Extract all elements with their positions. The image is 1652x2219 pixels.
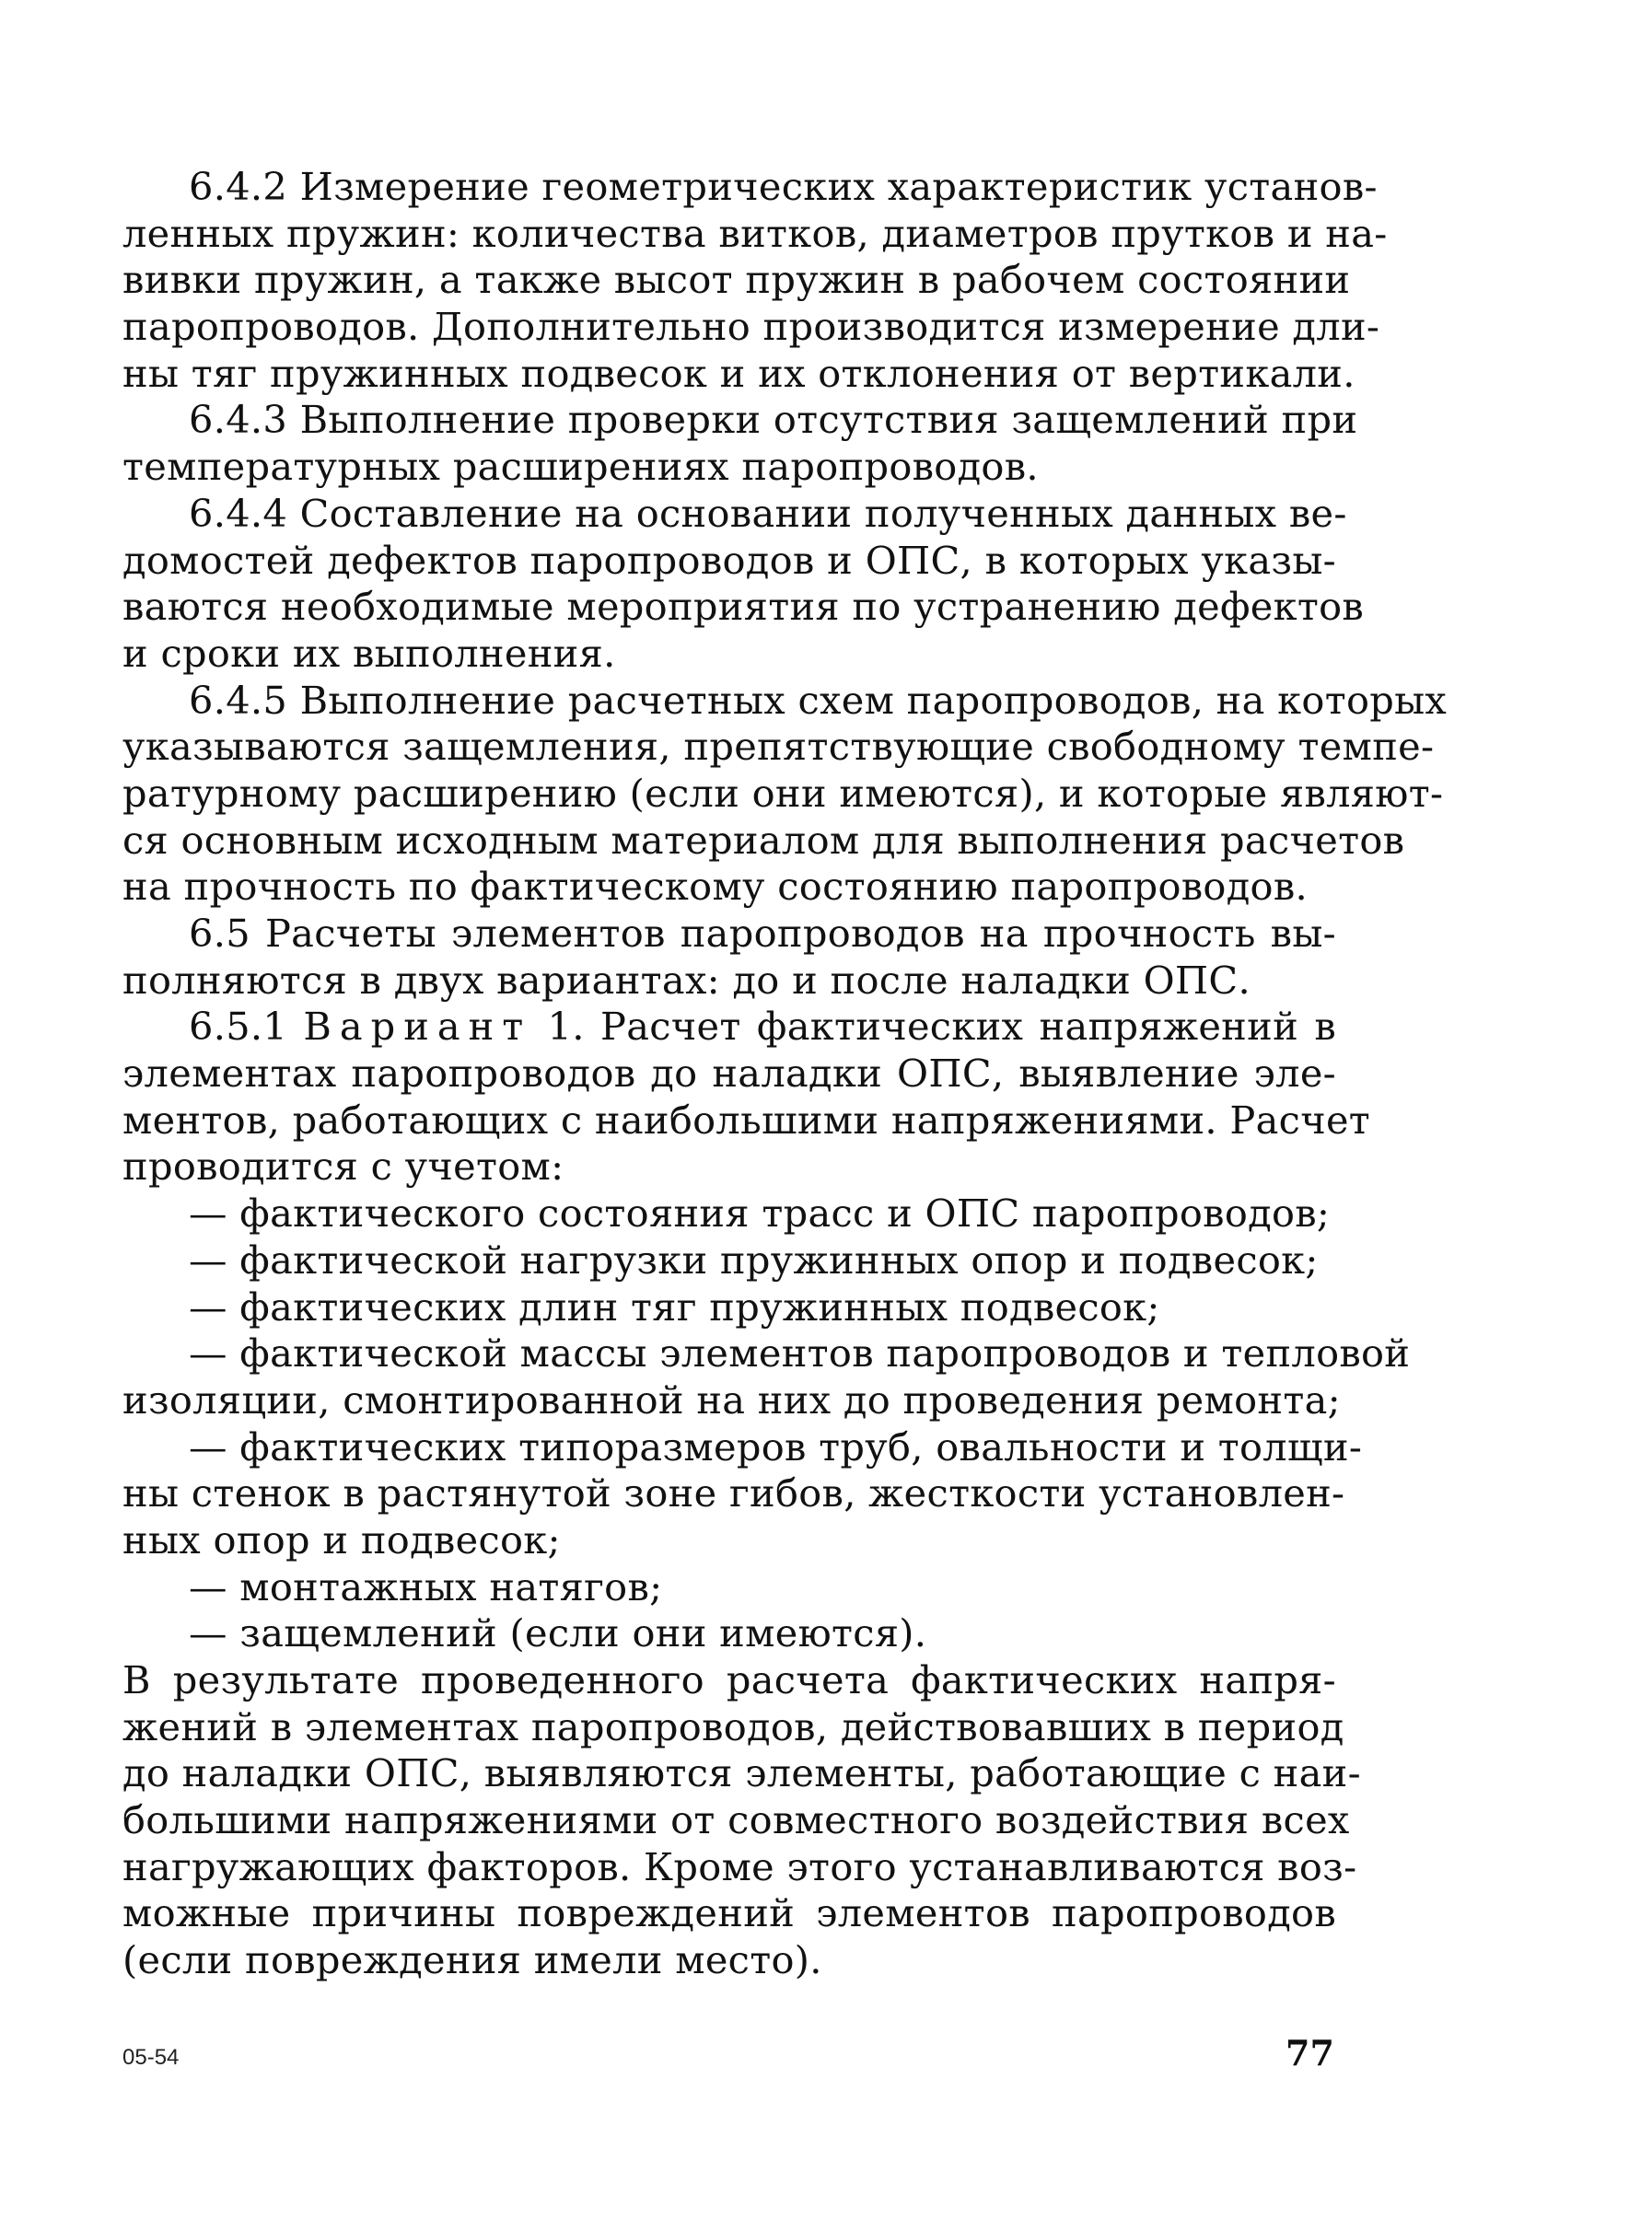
list-item: — фактической массы элементов паропроводов и тепловой xyxy=(189,1330,1411,1377)
list-item: — фактического состояния трасс и ОПС паропроводов; xyxy=(189,1191,1331,1237)
text-line: (если повреждения имели место). xyxy=(122,1937,822,1983)
list-item-continuation: ны стенок в растянутой зоне гибов, жесткости установлен- xyxy=(122,1470,1345,1516)
list-item: — фактических типоразмеров труб, овальности и толщи- xyxy=(189,1423,1363,1470)
factor-list xyxy=(122,1191,1411,1657)
text-line: В результате проведенного расчета фактических напря- xyxy=(122,1657,1336,1702)
text-line: 6.4.2 Измерение геометрических характеристик установ- xyxy=(189,164,1378,209)
paragraph-6-5-1 xyxy=(122,1004,1371,1191)
paragraph-6-4-5 xyxy=(122,677,1448,911)
text-line: элементах паропроводов до наладки ОПС, выявление эле- xyxy=(122,1051,1336,1097)
text-line: указываются защемления, препятствующие свободному темпе- xyxy=(122,724,1435,770)
paragraph-6-4-3 xyxy=(122,397,1358,490)
paragraph-6-4-2 xyxy=(122,164,1388,397)
text-line: ментов, работающих с наибольшими напряжениями. Расчет xyxy=(122,1097,1371,1143)
text-line: полняются в двух вариантах: до и после наладки ОПС. xyxy=(122,957,1251,1003)
body-text xyxy=(122,164,1448,1984)
text-line: паропроводов. Дополнительно производится измерение дли- xyxy=(122,304,1380,350)
text-line: ленных пружин: количества витков, диаметров прутков и на- xyxy=(122,210,1388,256)
paragraph-6-5 xyxy=(122,911,1336,1004)
text-line: можные причины повреждений элементов паропроводов xyxy=(122,1890,1336,1936)
list-item-continuation: ных опор и подвесок; xyxy=(122,1516,561,1563)
text-line: ся основным исходным материалом для выполнения расчетов xyxy=(122,817,1405,863)
list-item-continuation: изоляции, смонтированной на них до проведения ремонта; xyxy=(122,1377,1341,1423)
text-line: 6.4.5 Выполнение расчетных схем паропроводов, на которых xyxy=(189,677,1448,723)
text-line: жений в элементах паропроводов, действовавших в период xyxy=(122,1703,1344,1749)
text-line-variant xyxy=(122,1004,1336,1051)
text-line: ны тяг пружинных подвесок и их отклонения от вертикали. xyxy=(122,350,1355,396)
text-line: и сроки их выполнения. xyxy=(122,630,616,676)
text-line: ратурному расширению (если они имеются), и которые являют- xyxy=(122,770,1444,816)
text-line: домостей дефектов паропроводов и ОПС, в которых указы- xyxy=(122,537,1336,583)
footer-code: 05-54 xyxy=(122,2045,180,2070)
list-item: — защемлений (если они имеются). xyxy=(189,1610,927,1656)
text-line: 6.4.3 Выполнение проверки отсутствия защемлений при xyxy=(189,397,1358,443)
text-line: нагружающих факторов. Кроме этого устанавливаются воз- xyxy=(122,1843,1357,1889)
text-line: ваются необходимые мероприятия по устранению дефектов xyxy=(122,584,1365,630)
text-line: 6.4.4 Составление на основании полученных данных ве- xyxy=(189,490,1347,536)
page-number: 77 xyxy=(1286,2032,1334,2074)
section-number: 6.5.1 xyxy=(189,1004,304,1050)
text-line: вивки пружин, а также высот пружин в рабочем состоянии xyxy=(122,257,1351,303)
list-item: — монтажных натягов; xyxy=(189,1563,663,1609)
text-line: 6.5 Расчеты элементов паропроводов на прочность вы- xyxy=(189,911,1336,956)
text-fragment: 1. Расчет фактических напряжений в xyxy=(531,1004,1337,1050)
paragraph-6-4-4 xyxy=(122,490,1365,678)
text-line: до наладки ОПС, выявляются элементы, работающие с наи- xyxy=(122,1750,1361,1796)
text-line: на прочность по фактическому состоянию паропроводов. xyxy=(122,864,1308,910)
spaced-word: Вариант xyxy=(303,1004,532,1050)
text-line: проводится с учетом: xyxy=(122,1144,564,1190)
text-line: температурных расширениях паропроводов. xyxy=(122,444,1039,490)
list-item: — фактических длин тяг пружинных подвесок; xyxy=(189,1284,1160,1330)
text-line: большими напряжениями от совместного воздействия всех xyxy=(122,1797,1350,1843)
list-item: — фактической нагрузки пружинных опор и подвесок; xyxy=(189,1237,1319,1283)
paragraph-result xyxy=(122,1657,1361,1984)
